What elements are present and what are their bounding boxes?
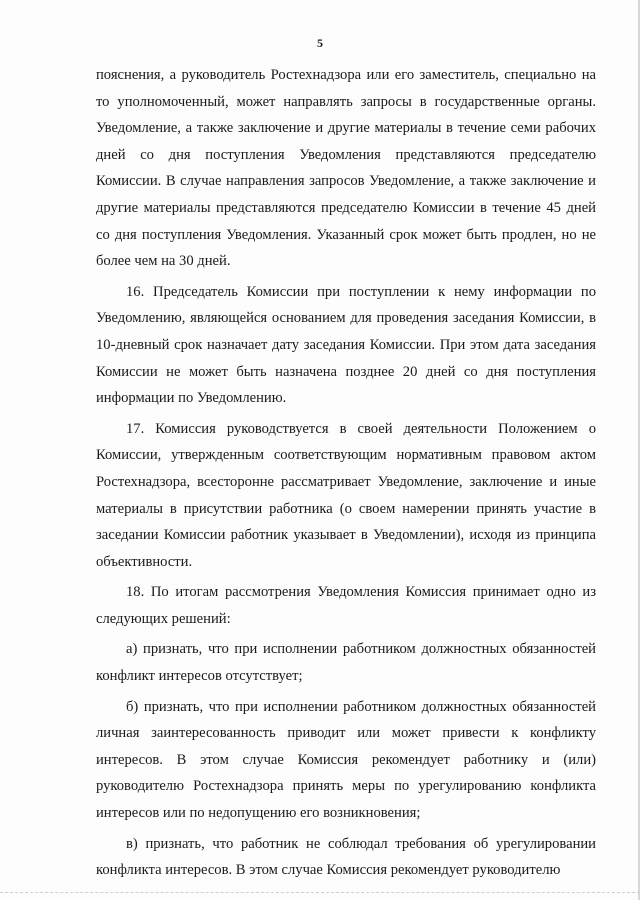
paragraph-continuation: пояснения, а руководитель Ростехнадзора или его заместитель, специально на то уполномоченный, может направлять запросы в государственные органы. Уведомление, а также заключение и другие материалы в течение семи рабочих дней со дня поступления Уведомления представляются председателю Комиссии. В случае направления запросов Уведомление, а также заключение и другие материалы представляются председателю Комиссии в течение 45 дней со дня поступления Уведомления. Указанный срок может быть продлен, но не более чем на 30 дней. [96,67,596,270]
paragraph-subitem-a: а) признать, что при исполнении работником должностных обязанностей конфликт интересов отсутствует; [96,641,596,685]
paragraph-subitem-b: б) признать, что при исполнении работником должностных обязанностей личная заинтересованность приводит или может привести к конфликту интересов. В этом случае Комиссия рекомендует работнику и (или) руководителю Ростехнадзора принять меры по урегулированию конфликта интересов или по недопущению его возникновения; [96,698,596,822]
paragraph-item-18: 18. По итогам рассмотрения Уведомления Комиссия принимает одно из следующих решений: [96,584,596,627]
page-number: 5 [317,36,323,50]
paragraph-item-17: 17. Комиссия руководствуется в своей деятельности Положением о Комиссии, утвержденным соответствующим нормативным правовом актом Ростехнадзора, всесторонне рассматривает Уведомление, заключение и иные материалы в присутствии работника (о своем намерении принять участие в заседании Комиссии работник указывает в Уведомлении), исходя из принципа объективности. [96,420,596,570]
paragraph-subitem-v: в) признать, что работник не соблюдал требования об урегулировании конфликта интересов. В этом случае Комиссия рекомендует руководителю [96,835,596,879]
paragraph-item-16: 16. Председатель Комиссии при поступлении к нему информации по Уведомлению, являющейся основанием для проведения заседания Комиссии, в 10-дневный срок назначает дату заседания Комиссии. При этом дата заседания Комиссии не может быть назначена позднее 20 дней со дня поступления информации по Уведомлению. [96,283,596,407]
document-body [96,62,596,884]
scan-bottom-edge [0,892,640,894]
